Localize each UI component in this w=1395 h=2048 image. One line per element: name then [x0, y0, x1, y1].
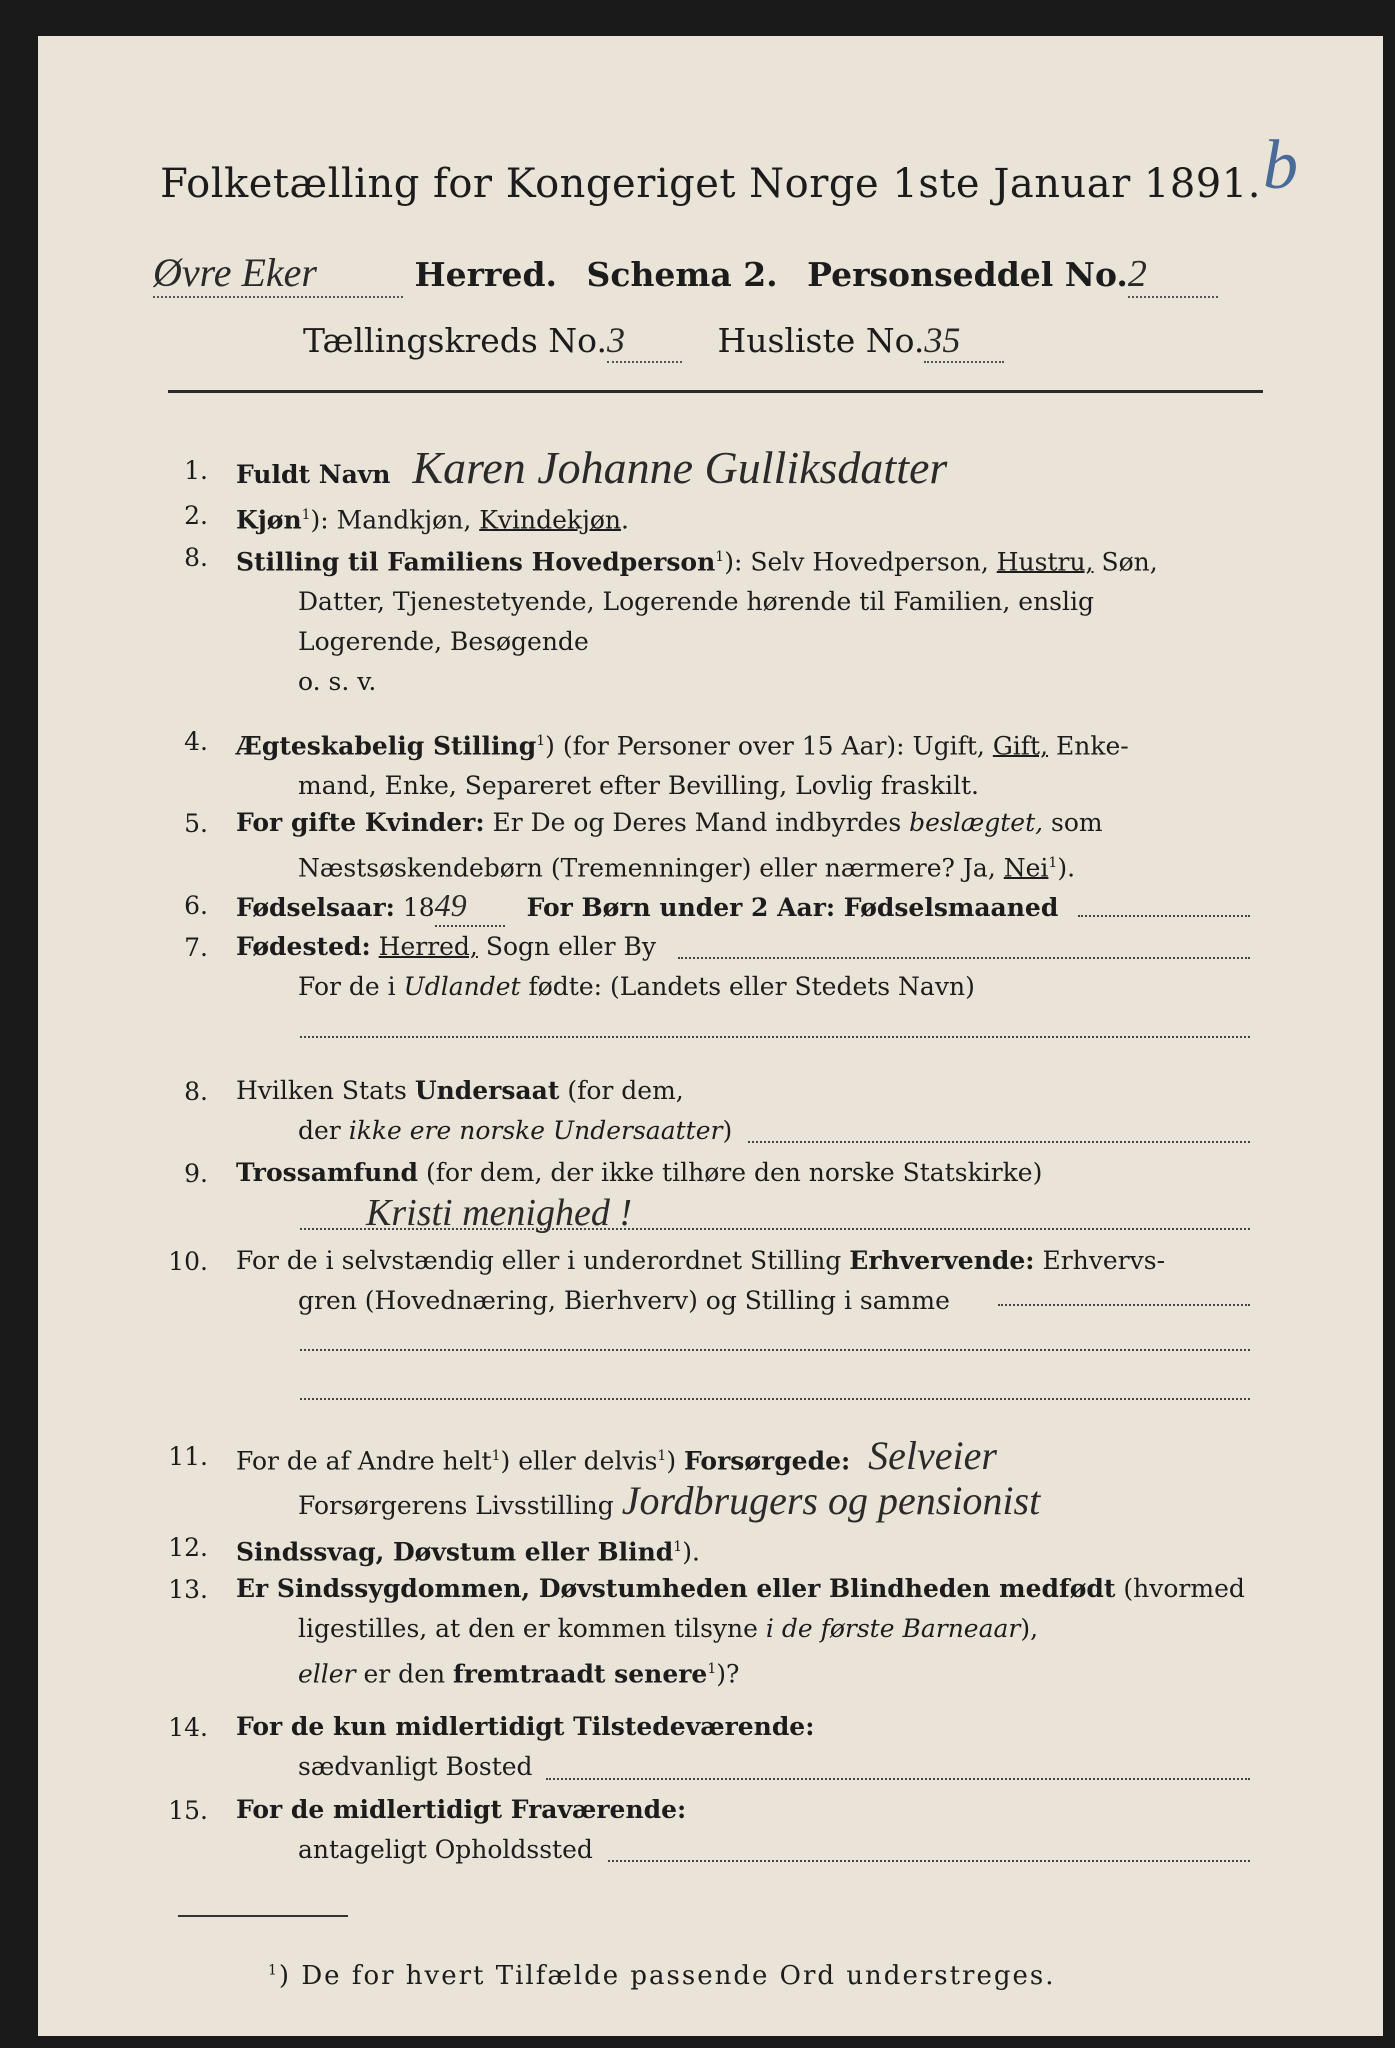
q15-line2: antageligt Opholdssted: [298, 1835, 593, 1864]
q13-line2: ligestilles, at den er kommen tilsyne: [298, 1614, 766, 1643]
census-form-page: [38, 36, 1383, 2036]
q14-line2: sædvanligt Bosted: [298, 1752, 533, 1781]
header-rule: [168, 390, 1263, 393]
q11-answer-livsstilling: Jordbrugers og pensionist: [621, 1478, 1041, 1524]
q2-sup: 1: [301, 507, 311, 523]
q7-underlined-answer: Herred,: [378, 932, 478, 961]
q5-label-b: gifte Kvinder:: [290, 808, 485, 837]
q6-fill-line: [1078, 915, 1250, 917]
q6-year-answer: 49: [435, 885, 505, 927]
q8-line1: Hvilken Stats: [236, 1076, 415, 1105]
q10-fill-line-2: [300, 1349, 1250, 1351]
q2-text: ): Mandkjøn,: [310, 505, 480, 535]
q5-line1-end: som: [1043, 808, 1103, 837]
q8-block: [236, 1071, 1296, 1151]
q12-text: Sindssvag, Døvstum eller Blind: [236, 1537, 674, 1567]
q9-answer: Kristi menighed !: [366, 1192, 632, 1234]
q5-line1: Er De og Deres Mand indbyrdes: [484, 808, 910, 837]
q7-block: [236, 927, 1296, 1007]
q11-number: 11.: [168, 1442, 208, 1471]
q13-number: 13.: [168, 1575, 208, 1604]
q9-fill-line: [300, 1228, 1250, 1230]
q3-label: Stilling til Familiens Hovedperson: [236, 547, 716, 577]
q3-block: [236, 537, 1296, 702]
q5-line2: Næstsøskendebørn (Tremenninger) eller nærmere? Ja,: [298, 853, 1004, 883]
personseddel-number: 2: [1128, 252, 1218, 298]
q3-line1-end: Søn,: [1093, 547, 1158, 577]
herred-name: Øvre Eker: [153, 249, 403, 298]
header-row-kreds: [303, 319, 1004, 363]
q13-line3: er den: [355, 1659, 454, 1689]
q1-number: 1.: [184, 456, 208, 485]
q4-label: Ægteskabelig Stilling: [236, 731, 537, 761]
q11-block: [236, 1433, 1296, 1526]
q6-year-prefix: 18: [402, 893, 435, 922]
q10-number: 10.: [168, 1247, 208, 1276]
q3-line3: Logerende, Besøgende: [298, 627, 589, 657]
schema-label: Schema 2.: [586, 255, 778, 294]
q13-block: [236, 1569, 1296, 1694]
q13-sup: 1: [707, 1661, 717, 1677]
q4-number: 4.: [184, 727, 208, 756]
q8-line2-end: ): [722, 1116, 733, 1145]
q10-line1-end: Erhvervs-: [1034, 1246, 1166, 1275]
q7-fill-line: [678, 957, 1250, 959]
q1-row: [236, 442, 1296, 495]
q4-line1-end: Enke-: [1048, 731, 1129, 761]
q3-sup: 1: [715, 549, 725, 565]
q14-label: For de kun midlertidigt Tilstedeværende:: [236, 1712, 815, 1741]
q9-number: 9.: [184, 1159, 208, 1188]
personseddel-label: Personseddel No.: [807, 255, 1128, 294]
q13-line1-end: (hvormed: [1115, 1574, 1245, 1603]
q9-label: Trossamfund: [236, 1158, 419, 1187]
q10-line2: gren (Hovednæring, Bierhverv) og Stilling i samme: [298, 1286, 950, 1315]
q7-text: Sogn eller By: [477, 932, 657, 961]
q5-number: 5.: [184, 809, 208, 838]
q8-italic: ikke ere norske Undersaatter: [348, 1116, 723, 1145]
q3-underlined-answer: Hustru,: [996, 547, 1094, 577]
q13-bold: medfødt: [999, 1574, 1116, 1603]
q4-line1: ) (for Personer over 15 Aar): Ugift,: [545, 731, 993, 761]
q15-block: [236, 1790, 1296, 1870]
q11-line1: For de af Andre helt: [236, 1446, 492, 1476]
q2-end: .: [620, 505, 629, 535]
q10-fill-line-3: [300, 1398, 1250, 1400]
q6-label: Fødselsaar:: [236, 893, 395, 922]
herred-label: Herred.: [414, 255, 558, 294]
q3-line2: Datter, Tjenestetyende, Logerende hørende til Familien, enslig: [298, 587, 1095, 617]
q1-answer-name: Karen Johanne Gulliksdatter: [412, 442, 948, 493]
q5-block: [236, 803, 1296, 888]
q13-line3-end: )?: [716, 1659, 740, 1689]
q11-sup-1: 1: [491, 1448, 501, 1464]
q9-block: [236, 1153, 1296, 1238]
q3-line4: o. s. v.: [298, 667, 377, 697]
footnote: [268, 1961, 1056, 1991]
q10-fill-line: [998, 1304, 1250, 1306]
kreds-number: 3: [607, 319, 682, 363]
q15-fill-line: [608, 1860, 1250, 1862]
q7-label: Fødested:: [236, 932, 371, 961]
footnote-text: ) De for hvert Tilfælde passende Ord understreges.: [278, 1961, 1056, 1991]
header-row-herred: [153, 249, 1218, 298]
q11-bold: Forsørgede:: [684, 1446, 851, 1476]
q7-line2-end: fødte: (Landets eller Stedets Navn): [520, 972, 975, 1001]
q11-line1-mid: ) eller delvis: [500, 1446, 658, 1476]
q10-bold: Erhvervende:: [849, 1246, 1035, 1275]
q5-underlined-answer: Nei: [1003, 853, 1049, 883]
corner-mark: b: [1263, 127, 1298, 204]
q15-number: 15.: [168, 1796, 208, 1825]
q8-line2: der: [298, 1116, 349, 1145]
q2-number: 2.: [184, 501, 208, 530]
q8-line1-end: (for dem,: [559, 1076, 684, 1105]
husliste-label: Husliste No.: [717, 321, 925, 360]
q2-row: [236, 495, 629, 540]
kreds-label: Tællingskreds No.: [303, 321, 607, 360]
q10-block: [236, 1241, 1296, 1321]
q12-number: 12.: [168, 1533, 208, 1562]
q14-fill-line: [546, 1778, 1250, 1780]
q12-sup: 1: [673, 1539, 683, 1555]
form-title: Folketælling for Kongeriget Norge 1ste Januar 1891.: [160, 161, 1261, 207]
q11-sup-2: 1: [657, 1448, 667, 1464]
q7-fill-line-2: [300, 1036, 1250, 1038]
q8-fill-line: [748, 1141, 1250, 1143]
q15-label: For de midlertidigt Fraværende:: [236, 1795, 687, 1824]
q8-bold: Undersaat: [414, 1076, 560, 1105]
husliste-number: 35: [924, 319, 1004, 363]
q7-number: 7.: [184, 933, 208, 962]
q4-sup: 1: [536, 733, 546, 749]
q7-line2: For de i: [298, 972, 404, 1001]
footnote-sup: 1: [268, 1962, 279, 1979]
q12-end: ).: [682, 1537, 700, 1567]
q13-line1: Er Sindssygdommen, Døvstumheden eller Blindheden: [236, 1574, 1000, 1603]
q6-number: 6.: [184, 891, 208, 920]
q4-underlined-answer: Gift,: [992, 731, 1049, 761]
q13-italic: i de første Barneaar: [765, 1614, 1021, 1643]
q9-text: (for dem, der ikke tilhøre den norske Statskirke): [418, 1158, 1043, 1187]
q13-line2-end: ),: [1020, 1614, 1039, 1643]
q14-block: [236, 1707, 1296, 1787]
q8-number: 8.: [184, 1077, 208, 1106]
q5-label-a: For: [236, 808, 291, 837]
footnote-rule: [178, 1915, 348, 1917]
q3-number: 8.: [184, 543, 208, 572]
q2-underlined-answer: Kvindekjøn: [479, 505, 621, 535]
q4-block: [236, 721, 1296, 806]
q13-line3-bold: fremtraadt senere: [453, 1659, 708, 1689]
q4-line2: mand, Enke, Separeret efter Bevilling, Lovlig fraskilt.: [298, 771, 979, 801]
q5-line2-end: ).: [1057, 853, 1076, 883]
q1-label: Fuldt Navn: [236, 460, 391, 489]
q6-born-label: For Børn under 2 Aar: Fødselsmaaned: [526, 893, 1059, 922]
q2-label: Kjøn: [236, 505, 302, 535]
q11-line2: Forsørgerens Livsstilling: [298, 1491, 614, 1521]
q12-row: [236, 1527, 700, 1572]
q5-sup: 1: [1048, 855, 1058, 871]
q11-answer-selveier: Selveier: [868, 1433, 997, 1479]
q14-number: 14.: [168, 1713, 208, 1742]
q5-italic: beslægtet,: [909, 808, 1044, 837]
q10-line1: For de i selvstændig eller i underordnet Stilling: [236, 1246, 850, 1275]
q11-line1-sep: ): [666, 1446, 685, 1476]
q13-line3-italic: eller: [298, 1659, 356, 1689]
q3-line1: ): Selv Hovedperson,: [724, 547, 997, 577]
q7-italic: Udlandet: [403, 972, 521, 1001]
q6-row: [236, 885, 1296, 928]
